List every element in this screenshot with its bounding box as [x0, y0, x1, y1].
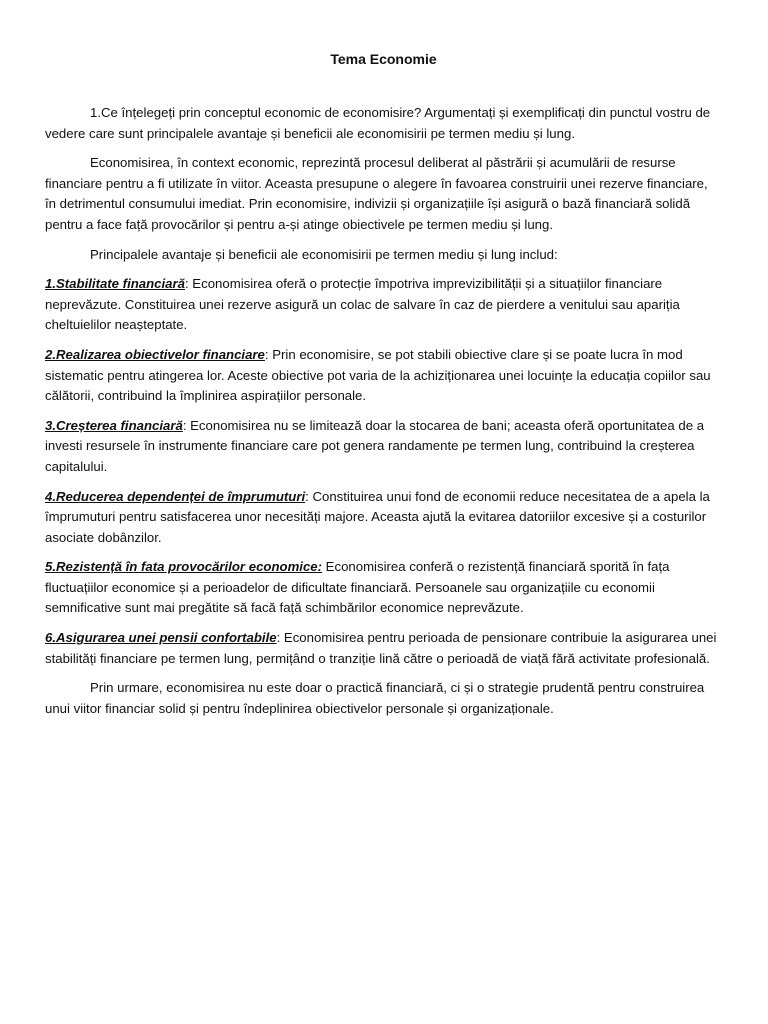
question-paragraph: 1.Ce înțelegeți prin conceptul economic de economisire? Argumentați și exemplificați din punctul vostru de vedere care sunt principalele avantaje și beneficii ale economisirii pe termen mediu și lung.: [45, 105, 711, 141]
list-item: [45, 274, 722, 336]
list-item: [45, 345, 722, 407]
conclusion-paragraph: Prin urmare, economisirea nu este doar o practică financiară, ci și o strategie prudentă pentru construirea unui viitor financiar solid și pentru îndeplinirea obiectivelor personale și organizaționale.: [45, 680, 705, 716]
item-term: 5.Rezistență în fata provocărilor economice:: [45, 559, 323, 575]
item-term: 4.Reducerea dependenței de împrumuturi: [45, 488, 306, 504]
item-text: : Prin economisire, se pot stabili obiective clare și se poate lucra în mod sistematic pentru atingerea lor. Aceste obiective pot varia de la achiziționarea unei locuințe la educația copiilor sau călătorii, contribuind la împlinirea aspirațiilor personale.: [45, 346, 711, 404]
item-term: 1.Stabilitate financiară: [45, 276, 185, 292]
list-item: [45, 557, 722, 619]
item-term: 6.Asigurarea unei pensii confortabile: [45, 630, 277, 646]
item-text: : Constituirea unui fond de economii reduce necesitatea de a apela la împrumuturi pentru satisfacerea unor necesități majore. Aceasta ajută la evitarea datoriilor excesive și a costurilor asociate dobânzilor.: [45, 488, 710, 545]
item-text: : Economisirea nu se limitează doar la stocarea de bani; aceasta oferă oportunitatea de a investi resursele în instrumente financiare care pot genera randamente pe termen lung, contribuind la creșterea capitalului.: [45, 417, 705, 474]
list-item: [45, 416, 722, 478]
document-title: Tema Economie: [330, 51, 437, 67]
list-intro-paragraph: Principalele avantaje și beneficii ale economisirii pe termen mediu și lung includ:: [90, 246, 558, 262]
intro-paragraph: Economisirea, în context economic, reprezintă procesul deliberat al păstrării și acumulării de resurse financiare pentru a fi utilizate în viitor. Aceasta presupune o alegere în favoarea construirii unei rezerve financiare, în detrimentul consumului imediat. Prin economisire, indivizii și organizațiile își asigură o bază financiară solidă pentru a face față provocărilor și pentru a-și atinge obiectivele pe termen mediu și lung.: [45, 155, 708, 232]
item-text: Economisirea conferă o rezistență financiară sporită în fața fluctuațiilor economice și a perioadelor de dificultate financiară. Persoanele sau organizațiile cu economii semnificative sunt mai pregătite să facă față schimbărilor economice neprevăzute.: [45, 559, 670, 616]
item-term: 3.Creșterea financiară: [45, 417, 183, 433]
list-item: [45, 487, 722, 549]
item-text: : Economisirea oferă o protecție împotriva imprevizibilității și a situațiilor financiare neprevăzute. Constituirea unei rezerve asigură un colac de salvare în caz de pierdere a venitului sau apariția cheltuielilor neașteptate.: [45, 276, 680, 333]
item-term: 2.Realizarea obiectivelor financiare: [45, 346, 265, 362]
item-text: : Economisirea pentru perioada de pensionare contribuie la asigurarea unei stabilități financiare pe termen lung, permițând o tranziție lină către o perioadă de viață fără activitate profesională.: [45, 630, 717, 666]
list-item: [45, 628, 722, 669]
